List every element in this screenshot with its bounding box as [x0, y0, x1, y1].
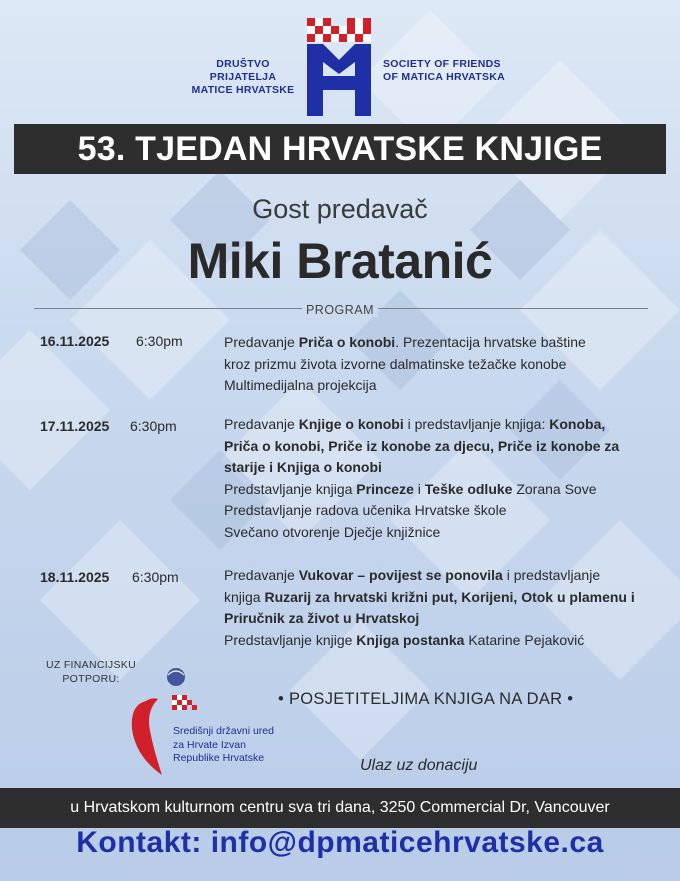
sponsor-caption-line1: UZ FINANCIJSKU	[46, 659, 136, 671]
event-text: kroz prizmu života izvorne dalmatinske težačke konobe	[224, 355, 567, 372]
org-name-croatian-line2: MATICE HRVATSKE	[191, 84, 295, 96]
org-name-english-line2: OF MATICA HRVATSKA	[383, 71, 506, 83]
event-description-line	[224, 436, 664, 458]
event-description-line	[224, 522, 664, 544]
event-text: Predavanje	[224, 334, 299, 350]
event-highlight-text: Knjiga postanka	[356, 631, 465, 648]
event-highlight-text: Priča o konobi, Priče iz konobe za djecu, Priče iz konobe za	[224, 437, 620, 454]
event-date: 17.11.2025	[40, 418, 110, 434]
event-description-line	[224, 479, 664, 501]
gift-notice: • POSJETITELJIMA KNJIGA NA DAR •	[278, 690, 574, 708]
event-text: Predstavljanje radova učenika Hrvatske škole	[224, 502, 507, 518]
event-date: 18.11.2025	[40, 569, 110, 585]
event-highlight-text: Ruzarij za hrvatski križni put, Korijeni, Otok u plamenu i	[264, 588, 635, 605]
event-text: Predstavljanje knjige	[224, 631, 357, 648]
event-text: . Prezentacija hrvatske baštine	[395, 334, 586, 350]
entry-notice: Ulaz uz donaciju	[360, 757, 478, 774]
guest-label: Gost predavač	[252, 194, 428, 224]
event-description-line	[224, 587, 664, 609]
event-title: 53. TJEDAN HRVATSKE KNJIGE	[14, 124, 666, 174]
sponsor-name-line3: Republike Hrvatske	[173, 752, 265, 764]
event-highlight-text: Priručnik za život u Hrvatskoj	[224, 610, 420, 626]
event-description-line	[224, 565, 664, 587]
event-highlight-text: Vukovar – povijest se ponovila	[298, 567, 503, 583]
program-heading-text: PROGRAM	[302, 303, 378, 317]
event-highlight-text: Priča o konobi	[298, 334, 396, 350]
event-text: Svečano otvorenje Dječje knjižnice	[224, 523, 441, 540]
contact-info: Kontakt: info@dpmaticehrvatske.ca	[76, 826, 604, 859]
event-date: 16.11.2025	[40, 333, 110, 349]
event-description-line	[224, 630, 664, 652]
event-text: Predstavljanje knjiga	[224, 480, 357, 497]
event-time: 6:30pm	[130, 418, 177, 434]
event-text: Predavanje	[224, 567, 299, 583]
event-time: 6:30pm	[132, 569, 179, 585]
event-text: i	[413, 480, 425, 497]
event-highlight-text: Knjige o konobi	[298, 416, 404, 432]
event-highlight-text: starije i Knjiga o konobi	[224, 459, 382, 475]
event-description-line	[224, 608, 664, 630]
sponsor-caption-line2: POTPORU:	[62, 673, 120, 685]
event-description-line	[224, 375, 664, 397]
event-text: i predstavljanje	[502, 567, 601, 583]
event-description-line	[224, 500, 664, 522]
event-text: Zorana Sove	[512, 480, 597, 497]
event-highlight-text: Teške odluke	[424, 480, 513, 497]
event-highlight-text: Konoba,	[549, 416, 606, 432]
program-heading	[0, 301, 680, 319]
event-description	[224, 332, 664, 397]
event-text: Katarine Pejaković	[464, 631, 585, 648]
event-text: Predavanje	[224, 416, 299, 432]
org-name-croatian-line1: DRUŠTVO PRIJATELJA	[209, 58, 277, 83]
org-name-english-line1: SOCIETY OF FRIENDS	[383, 58, 501, 70]
event-time: 6:30pm	[136, 333, 183, 349]
sponsor-name	[173, 725, 274, 766]
sponsor-name-line1: Središnji državni ured	[173, 725, 274, 737]
venue-info: u Hrvatskom kulturnom centru sva tri dana, 3250 Commercial Dr, Vancouver	[0, 788, 680, 828]
event-description	[224, 565, 664, 651]
event-text: Multimedijalna projekcija	[224, 377, 377, 393]
event-highlight-text: Princeze	[356, 480, 414, 497]
event-description-line	[224, 354, 664, 376]
sponsor-name-line2: za Hrvate Izvan	[173, 738, 246, 751]
event-description	[224, 414, 664, 543]
event-description-line	[224, 457, 664, 479]
event-description-line	[224, 414, 664, 436]
event-text: knjiga	[224, 588, 265, 605]
speaker-name: Miki Bratanić	[187, 233, 493, 289]
event-description-line	[224, 332, 664, 354]
event-text: i predstavljanje knjiga:	[403, 416, 550, 432]
org-name-english	[383, 58, 513, 84]
matica-hrvatska-logo-icon	[303, 12, 375, 118]
org-name-croatian	[183, 58, 303, 97]
